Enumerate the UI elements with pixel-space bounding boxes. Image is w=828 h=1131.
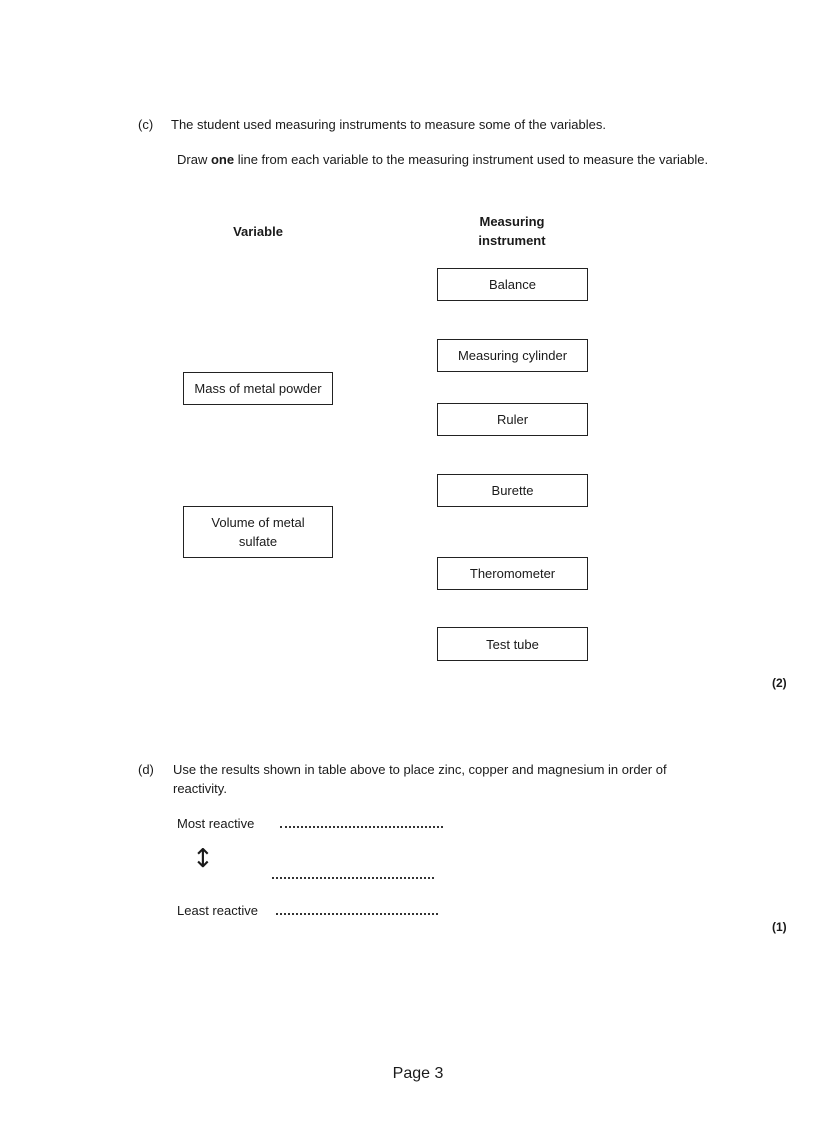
part-d-label: (d) [138,762,154,777]
instrument-box-measuring-cylinder[interactable]: Measuring cylinder [437,339,588,372]
part-c-question: The student used measuring instruments to measure some of the variables. [171,117,606,132]
instrument-box-thermometer[interactable]: Theromometer [437,557,588,590]
most-reactive-label: Most reactive [177,816,255,831]
part-c-instruction [177,150,717,169]
instrument-box-burette[interactable]: Burette [437,474,588,507]
answer-line-middle[interactable] [272,877,434,879]
part-d-question: Use the results shown in table above to place zinc, copper and magnesium in order of reactivity. [173,762,667,796]
instruction-bold: one [210,152,235,167]
instrument-box-balance[interactable]: Balance [437,268,588,301]
variable-box-volume[interactable]: Volume of metal sulfate [183,506,333,558]
instruction-pre: Draw [177,152,211,167]
part-c-marks: (2) [772,676,787,690]
instrument-box-ruler[interactable]: Ruler [437,403,588,436]
page-number: Page 3 [392,1065,444,1082]
part-c-label: (c) [138,117,154,132]
variable-header: Variable [233,224,283,239]
answer-line-least[interactable] [276,913,438,915]
answer-line-most[interactable] [280,826,443,828]
instrument-box-test-tube[interactable]: Test tube [437,627,588,661]
least-reactive-label: Least reactive [177,903,258,918]
variable-box-mass[interactable]: Mass of metal powder [183,372,333,405]
instrument-header: Measuring instrument [478,214,546,248]
instruction-post: line from each variable to the measuring instrument used to measure the variable. [234,152,709,167]
reactivity-arrow-icon: ↕ [192,844,214,874]
part-d-marks: (1) [772,920,787,934]
